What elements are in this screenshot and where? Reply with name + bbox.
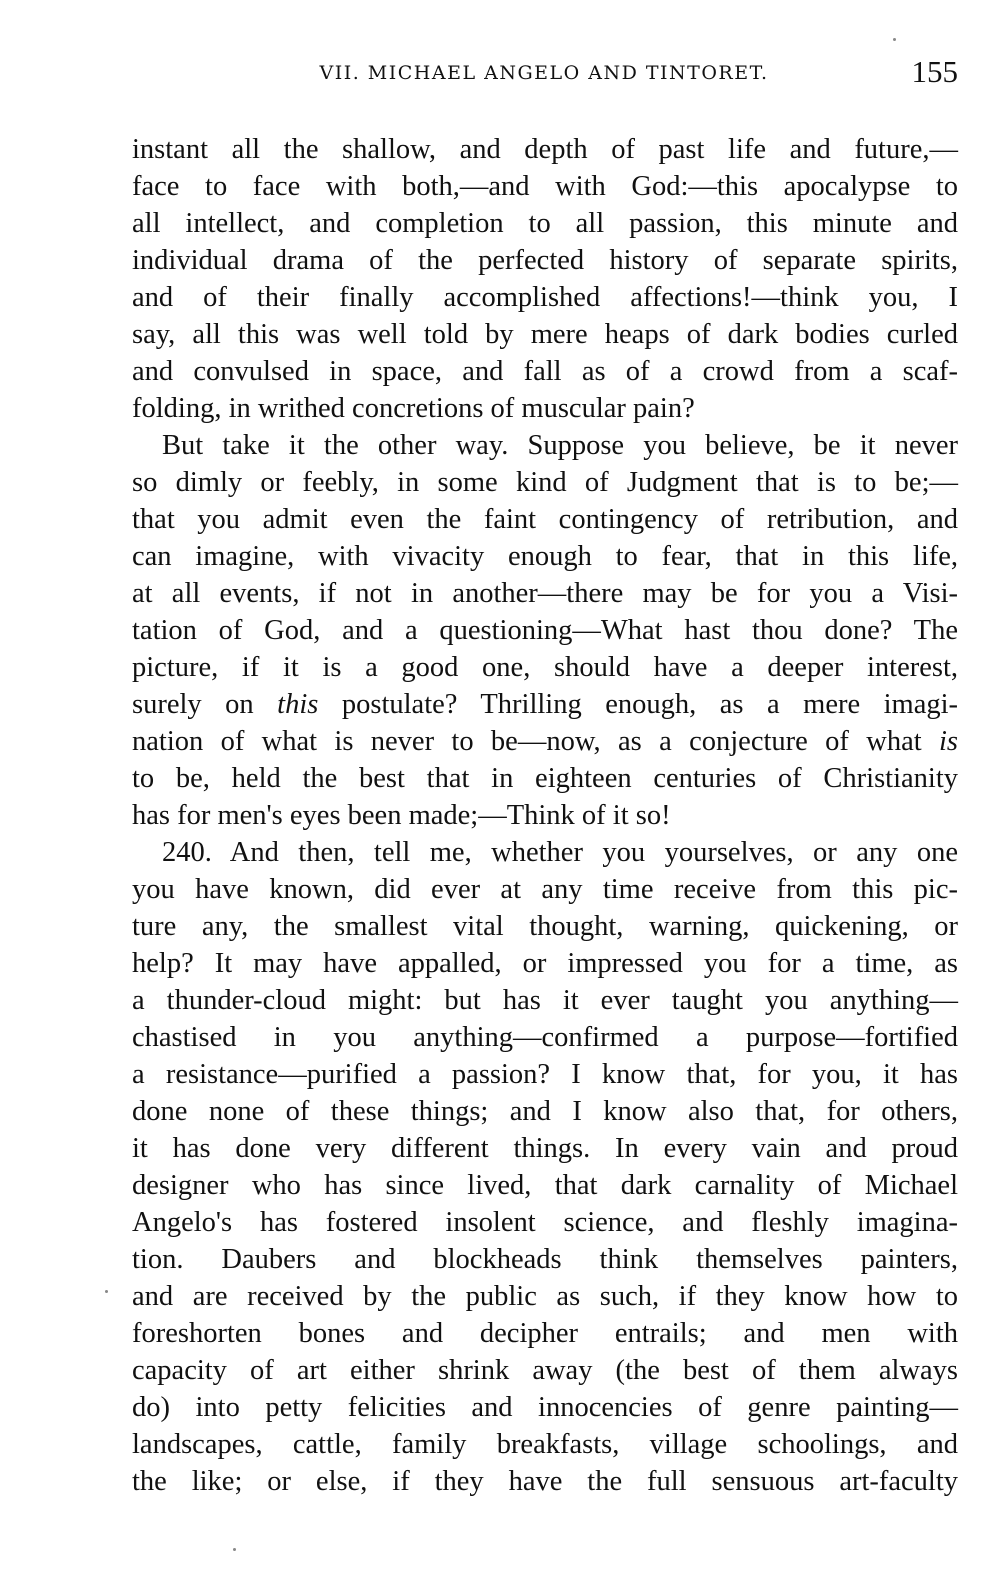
text-line: individual drama of the perfected history of separate spirits,	[132, 245, 958, 276]
text-line: at all events, if not in another—there may be for you a Visi-	[132, 578, 958, 609]
text-line-with-italic	[132, 686, 958, 723]
text-line: picture, if it is a good one, should have a deeper interest,	[132, 652, 958, 683]
paragraph-start-line: But take it the other way. Suppose you believe, be it never	[162, 430, 958, 461]
italic-word: this	[277, 689, 319, 720]
text-line: do) into petty felicities and innocencies of genre painting—	[132, 1392, 958, 1423]
line-text-after: postulate? Thrilling enough, as a mere imagi-	[318, 689, 959, 720]
text-line: say, all this was well told by mere heaps of dark bodies curled	[132, 319, 958, 350]
text-line: tation of God, and a questioning—What hast thou done? The	[132, 615, 958, 646]
text-line: landscapes, cattle, family breakfasts, village schoolings, and	[132, 1429, 958, 1460]
text-line: face to face with both,—and with God:—this apocalypse to	[132, 171, 958, 202]
text-line: foreshorten bones and decipher entrails; and men with	[132, 1318, 958, 1349]
text-line: help? It may have appalled, or impressed you for a time, as	[132, 948, 958, 979]
line-text-before: nation of what is never to be—now, as a conjecture of what	[132, 726, 939, 757]
text-line: a thunder-cloud might: but has it ever taught you anything—	[132, 985, 958, 1016]
text-line: all intellect, and completion to all passion, this minute and	[132, 208, 958, 239]
italic-word: is	[938, 726, 958, 757]
text-line: and are received by the public as such, if they know how to	[132, 1281, 958, 1312]
text-line: a resistance—purified a passion? I know that, for you, it has	[132, 1059, 958, 1090]
page-number: 155	[911, 54, 958, 89]
text-line: has for men's eyes been made;—Think of it so!	[132, 800, 671, 831]
paragraph-start-line: 240. And then, tell me, whether you yourselves, or any one	[162, 837, 958, 868]
text-line-with-italic	[132, 723, 958, 760]
text-line: that you admit even the faint contingency of retribution, and	[132, 504, 958, 535]
text-line: and of their finally accomplished affections!—think you, I	[132, 282, 958, 313]
text-line: so dimly or feebly, in some kind of Judgment that is to be;—	[132, 467, 958, 498]
text-line: can imagine, with vivacity enough to fear, that in this life,	[132, 541, 958, 572]
text-line: you have known, did ever at any time receive from this pic-	[132, 874, 958, 905]
body-text	[132, 131, 958, 1500]
running-title: VII. MICHAEL ANGELO AND TINTORET.	[319, 62, 769, 84]
text-line: to be, held the best that in eighteen centuries of Christianity	[132, 763, 958, 794]
text-line: and convulsed in space, and fall as of a crowd from a scaf-	[132, 356, 958, 387]
scan-speck	[105, 1290, 108, 1293]
text-line: instant all the shallow, and depth of past life and future,—	[132, 134, 958, 165]
text-line: Angelo's has fostered insolent science, and fleshly imagina-	[132, 1207, 958, 1238]
text-line: it has done very different things. In every vain and proud	[132, 1133, 958, 1164]
scan-speck	[893, 38, 896, 41]
text-line: chastised in you anything—confirmed a purpose—fortified	[132, 1022, 958, 1053]
text-line: done none of these things; and I know also that, for others,	[132, 1096, 958, 1127]
text-line: tion. Daubers and blockheads think themselves painters,	[132, 1244, 958, 1275]
text-line: ture any, the smallest vital thought, warning, quickening, or	[132, 911, 958, 942]
text-line: designer who has since lived, that dark carnality of Michael	[132, 1170, 958, 1201]
text-line: the like; or else, if they have the full sensuous art-faculty	[132, 1466, 958, 1497]
running-head	[130, 52, 958, 92]
text-line: capacity of art either shrink away (the best of them always	[132, 1355, 958, 1386]
text-line: folding, in writhed concretions of muscular pain?	[132, 393, 695, 424]
line-text-before: surely on	[132, 689, 278, 720]
scan-speck	[233, 1548, 236, 1551]
